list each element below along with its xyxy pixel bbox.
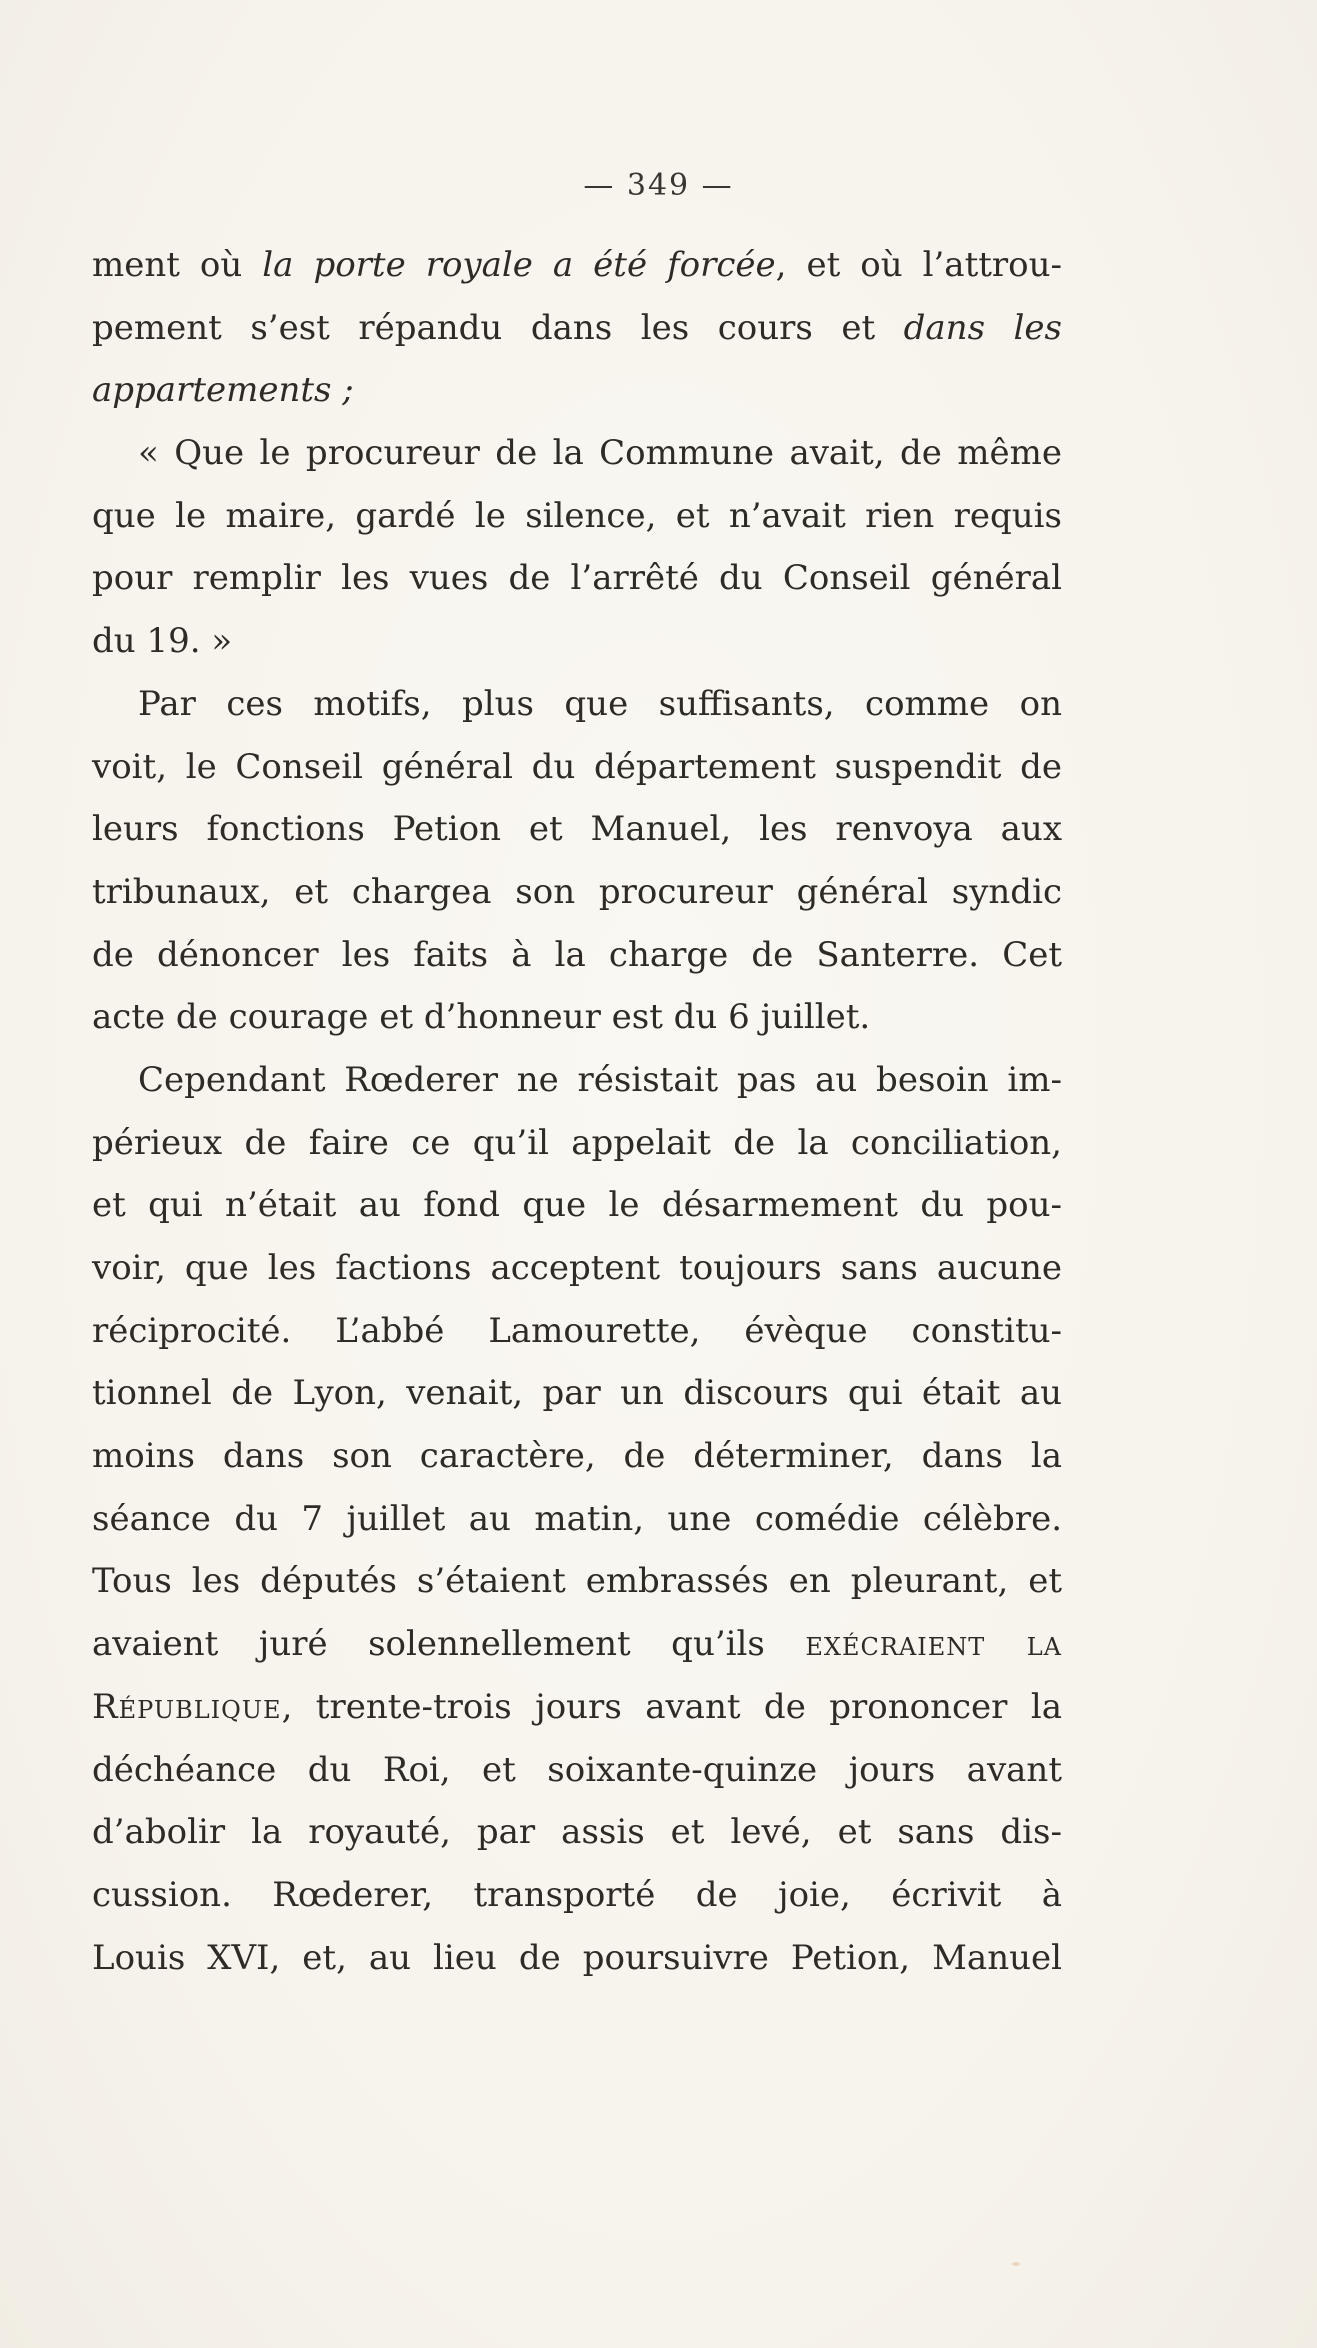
text-line — [92, 234, 1062, 297]
text-line — [92, 1550, 1062, 1613]
text-line — [92, 673, 1062, 736]
text-line — [92, 1174, 1062, 1237]
text-run: Cependant Rœderer ne résistait pas au besoin im- — [138, 1059, 1062, 1100]
italic-text: dans les — [903, 307, 1062, 348]
text-run: tribunaux, et chargea son procureur général syndic — [92, 871, 1062, 912]
text-run: du 19. » — [92, 621, 233, 662]
text-run: réciprocité. L’abbé Lamourette, évèque constitu- — [92, 1310, 1062, 1351]
text-run: tionnel de Lyon, venait, par un discours qui était au — [92, 1373, 1062, 1414]
text-line — [92, 924, 1062, 987]
text-run: moins dans son caractère, de déterminer, dans la — [92, 1436, 1062, 1477]
text-run: que le maire, gardé le silence, et n’avait rien requis — [92, 495, 1062, 536]
text-line — [92, 1425, 1062, 1488]
text-line — [92, 1927, 1062, 1990]
text-run: Par ces motifs, plus que suffisants, comme on — [138, 683, 1062, 724]
italic-text: appartements ; — [92, 370, 354, 411]
text-run: Louis XVI, et, au lieu de poursuivre Petion, Manuel — [92, 1937, 1062, 1978]
text-run: acte de courage et d’honneur est du 6 juillet. — [92, 997, 871, 1038]
text-line — [92, 610, 1062, 673]
text-line — [92, 422, 1062, 485]
text-run: de dénoncer les faits à la charge de Santerre. Cet — [92, 934, 1062, 975]
text-line — [92, 986, 1062, 1049]
text-run: , trente-trois jours avant de prononcer la — [281, 1686, 1062, 1727]
text-line — [92, 1801, 1062, 1864]
text-line — [92, 297, 1062, 360]
text-run: voit, le Conseil général du département suspendit de — [92, 746, 1062, 787]
text-run: déchéance du Roi, et soixante-quinze jours avant — [92, 1749, 1062, 1790]
text-run: voir, que les factions acceptent toujours sans aucune — [92, 1248, 1062, 1288]
text-line — [92, 1300, 1062, 1363]
text-line — [92, 1049, 1062, 1112]
paper-speck — [1012, 2262, 1020, 2266]
text-run: pour remplir les vues de l’arrêté du Conseil général — [92, 558, 1062, 599]
text-line — [92, 1237, 1062, 1300]
text-run: périeux de faire ce qu’il appelait de la conciliation, — [92, 1122, 1062, 1163]
text-run: Tous les députés s’étaient embrassés en pleurant, et — [92, 1561, 1062, 1602]
text-line — [92, 798, 1062, 861]
text-line — [92, 1676, 1062, 1739]
text-run: d’abolir la royauté, par assis et levé, et sans dis- — [92, 1812, 1062, 1853]
text-run: séance du 7 juillet au matin, une comédie célèbre. — [92, 1498, 1062, 1539]
text-line — [92, 485, 1062, 548]
text-run: « Que le procureur de la Commune avait, de même — [138, 433, 1062, 474]
text-run: ment où — [92, 245, 263, 285]
text-line — [92, 1488, 1062, 1551]
text-run: cussion. Rœderer, transporté de joie, écrivit à — [92, 1874, 1062, 1915]
text-line — [92, 1112, 1062, 1175]
text-run: pement s’est répandu dans les cours et — [92, 307, 904, 348]
text-line — [92, 1739, 1062, 1802]
text-line — [92, 1613, 1062, 1676]
italic-text: la porte royale a été forcée — [262, 245, 776, 285]
text-run: , et où l’attrou- — [775, 245, 1063, 285]
text-line — [92, 359, 1062, 422]
text-run: et qui n’était au fond que le désarmement du pou- — [92, 1185, 1062, 1226]
small-caps-text: République — [92, 1686, 282, 1727]
text-line — [92, 861, 1062, 924]
body-text — [92, 234, 1062, 1989]
small-caps-text: exécraient la — [805, 1624, 1062, 1665]
text-run: avaient juré solennellement qu’ils — [92, 1624, 806, 1665]
text-line — [92, 736, 1062, 799]
page-number: — 349 — — [583, 168, 734, 203]
text-line — [92, 1864, 1062, 1927]
text-line — [92, 547, 1062, 610]
text-run: leurs fonctions Petion et Manuel, les renvoya aux — [92, 809, 1062, 850]
text-line — [92, 1362, 1062, 1425]
